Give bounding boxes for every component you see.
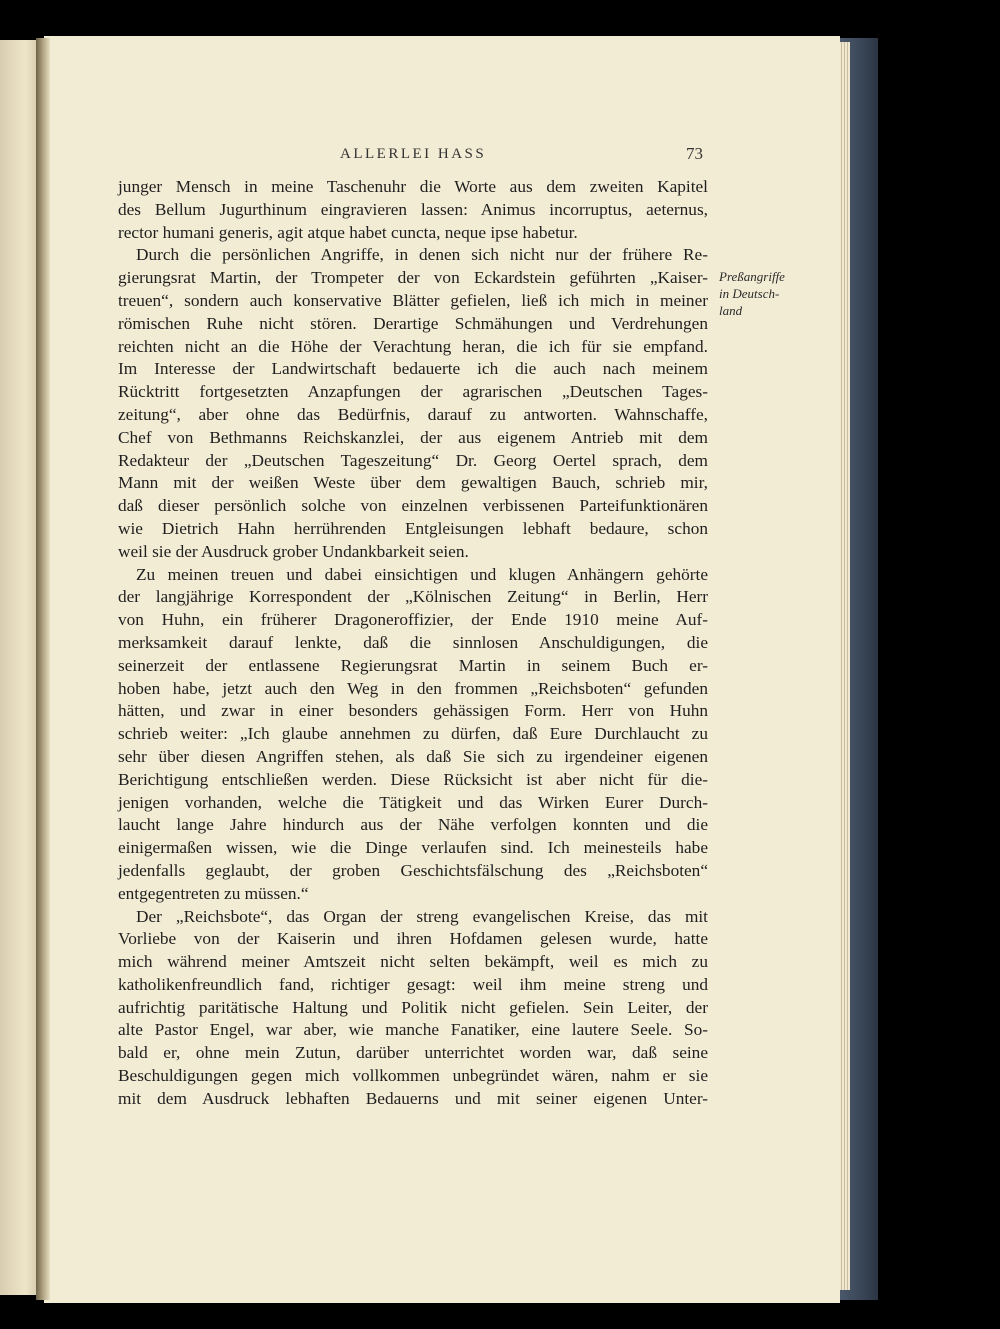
text-line: alte Pastor Engel, war aber, wie manche Fanatiker, eine lautere Seele. So- xyxy=(118,1020,708,1040)
text-line: mit dem Ausdruck lebhaften Bedauerns und mit seiner eigenen Unter- xyxy=(118,1088,708,1108)
text-line: gierungsrat Martin, der Trompeter der von Eckardstein geführten „Kaiser- xyxy=(118,268,708,288)
text-line: Vorliebe von der Kaiserin und ihren Hofdamen gelesen wurde, hatte xyxy=(118,929,708,949)
text-line: jedenfalls geglaubt, der groben Geschichtsfälschung des „Reichsboten“ xyxy=(118,860,708,880)
text-line: treuen“, sondern auch konservative Blätter gefielen, ließ ich mich in meiner xyxy=(118,290,708,310)
text-line: der langjährige Korrespondent der „Kölnischen Zeitung“ in Berlin, Herr xyxy=(118,587,708,607)
text-line: sehr über diesen Angriffen stehen, als daß Sie sich zu irgendeiner eigenen xyxy=(118,746,708,766)
text-line: schrieb weiter: „Ich glaube annehmen zu dürfen, daß Eure Durchlaucht zu xyxy=(118,724,708,744)
page-number: 73 xyxy=(686,144,703,163)
text-line: von Huhn, ein früherer Dragoneroffizier, der Ende 1910 meine Auf- xyxy=(118,610,708,630)
text-line: Rücktritt fortgesetzten Anzapfungen der agrarischen „Deutschen Tages- xyxy=(118,382,708,402)
text-line: daß dieser persönlich solche von einzelnen verbissenen Parteifunktionären xyxy=(118,496,708,516)
running-head: ALLERLEI HASS xyxy=(340,146,487,162)
text-line: junger Mensch in meine Taschenuhr die Worte aus dem zweiten Kapitel xyxy=(118,177,708,196)
text-line: römischen Ruhe nicht stören. Derartige Schmähungen und Verdrehungen xyxy=(118,313,708,333)
text-line: Zu meinen treuen und dabei einsichtigen und klugen Anhängern gehörte xyxy=(136,564,708,584)
text-line: des Bellum Jugurthinum eingravieren lassen: Animus incorruptus, aeternus, xyxy=(118,199,708,219)
text-line: Redakteur der „Deutschen Tageszeitung“ Dr. Georg Oertel sprach, dem xyxy=(118,450,708,470)
text-line: seinerzeit der entlassene Regierungsrat Martin in seinem Buch er- xyxy=(118,655,708,675)
text-line: wie Dietrich Hahn herrührenden Entgleisungen lebhaft bedaure, schon xyxy=(118,518,708,538)
text-line: Der „Reichsbote“, das Organ der streng evangelischen Kreise, das mit xyxy=(136,906,708,926)
margin-note-line: Preßangriffe xyxy=(719,269,785,284)
text-line: Durch die persönlichen Angriffe, in denen sich nicht nur der frühere Re- xyxy=(136,245,708,265)
text-line: entgegentreten zu müssen.“ xyxy=(118,883,309,903)
text-line: zeitung“, aber ohne das Bedürfnis, darauf zu antworten. Wahnschaffe, xyxy=(118,404,708,424)
text-line: hätten, und zwar in einer besonders gehässigen Form. Herr von Huhn xyxy=(118,701,708,721)
text-line: Beschuldigungen gegen mich vollkommen unbegründet wären, nahm er sie xyxy=(118,1066,708,1086)
text-line: mich während meiner Amtszeit nicht selten bekämpft, weil es mich zu xyxy=(118,952,708,972)
text-line: Chef von Bethmanns Reichskanzlei, der aus eigenem Antrieb mit dem xyxy=(118,427,708,447)
text-line: katholikenfreundlich fand, richtiger gesagt: weil ihm meine streng und xyxy=(118,974,708,994)
text-line: merksamkeit darauf lenkte, daß die sinnlosen Anschuldigungen, die xyxy=(118,632,708,652)
text-line: Mann mit der weißen Weste über dem gewaltigen Bauch, schrieb mir, xyxy=(118,473,708,493)
margin-note-line: land xyxy=(719,303,743,318)
text-line: aufrichtig paritätische Haltung und Politik nicht gefielen. Sein Leiter, der xyxy=(118,997,708,1017)
text-line: Im Interesse der Landwirtschaft bedauerte ich die auch nach meinem xyxy=(118,359,708,379)
text-line: einigermaßen wissen, wie die Dinge verlaufen sind. Ich meinesteils habe xyxy=(118,838,708,858)
text-line: rector humani generis, agit atque habet cuncta, neque ipse habetur. xyxy=(118,222,578,242)
text-line: Berichtigung entschließen werden. Diese Rücksicht ist aber nicht für die- xyxy=(118,769,708,789)
margin-note xyxy=(719,268,814,319)
text-line: reichten nicht an die Höhe der Verachtung heran, die ich für sie empfand. xyxy=(118,336,708,356)
book-gutter xyxy=(36,38,50,1300)
text-line: bald er, ohne mein Zutun, darüber unterrichtet worden war, daß seine xyxy=(118,1043,708,1063)
text-line: weil sie der Ausdruck grober Undankbarkeit seien. xyxy=(118,541,469,561)
margin-note-line: in Deutsch- xyxy=(719,286,780,301)
text-line: laucht lange Jahre hindurch aus der Nähe verfolgen konnten und die xyxy=(118,815,708,835)
text-line: jenigen vorhanden, welche die Tätigkeit und das Wirken Eurer Durch- xyxy=(118,792,708,812)
text-line: hoben habe, jetzt auch den Weg in den frommen „Reichsboten“ gefunden xyxy=(118,678,708,698)
body-text xyxy=(118,176,708,1111)
